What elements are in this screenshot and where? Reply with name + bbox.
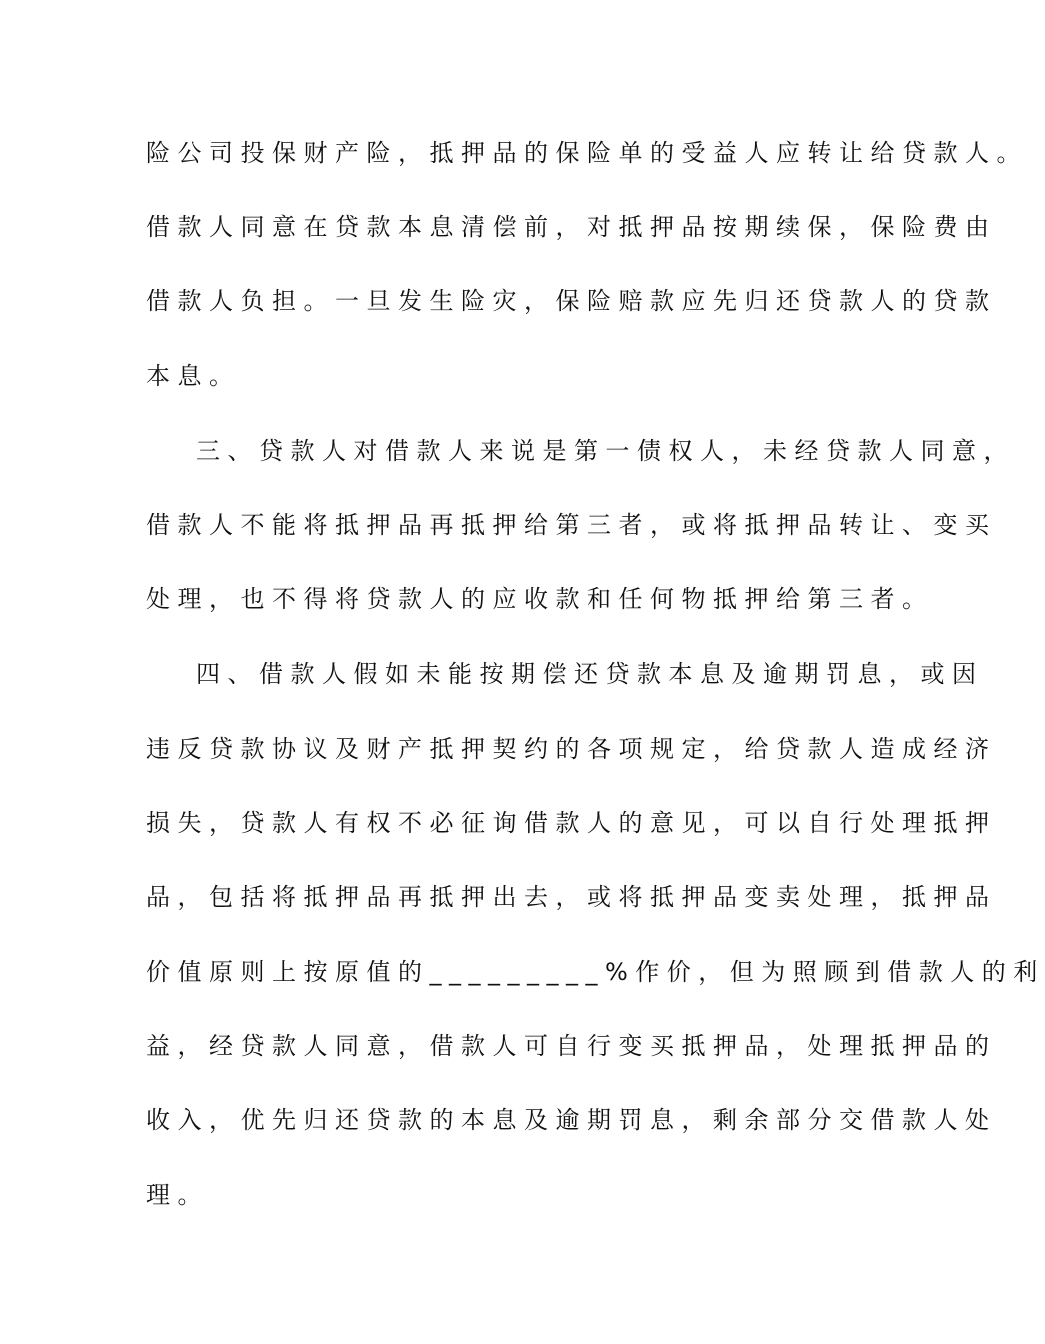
text-line-15: 理。	[146, 1181, 209, 1209]
text-line-10: 损失，贷款人有权不必征询借款人的意见，可以自行处理抵押	[146, 809, 997, 837]
text-line-7: 处理，也不得将贷款人的应收款和任何物抵押给第三者。	[146, 585, 934, 613]
text-line-4: 本息。	[146, 362, 241, 390]
text-line-1: 险公司投保财产险，抵押品的保险单的受益人应转让给贷款人。	[146, 139, 1028, 167]
text-line-6: 借款人不能将抵押品再抵押给第三者，或将抵押品转让、变买	[146, 511, 997, 539]
text-line-3: 借款人负担。一旦发生险灾，保险赔款应先归还贷款人的贷款	[146, 287, 997, 315]
text-line-9: 违反贷款协议及财产抵押契约的各项规定，给贷款人造成经济	[146, 735, 997, 763]
paragraph-4-first-line: 四、借款人假如未能按期偿还贷款本息及逾期罚息，或因	[196, 660, 984, 688]
paragraph-3-first-line: 三、贷款人对借款人来说是第一债权人，未经贷款人同意，	[196, 437, 1015, 465]
text-line-11: 品，包括将抵押品再抵押出去，或将抵押品变卖处理，抵押品	[146, 883, 997, 911]
text-line-2: 借款人同意在贷款本息清偿前，对抵押品按期续保，保险费由	[146, 213, 997, 241]
text-line-14: 收入，优先归还贷款的本息及逾期罚息，剩余部分交借款人处	[146, 1106, 997, 1134]
text-line-12: 价值原则上按原值的_________%作价，但为照顾到借款人的利	[146, 958, 1045, 986]
text-line-13: 益，经贷款人同意，借款人可自行变买抵押品，处理抵押品的	[146, 1032, 997, 1060]
